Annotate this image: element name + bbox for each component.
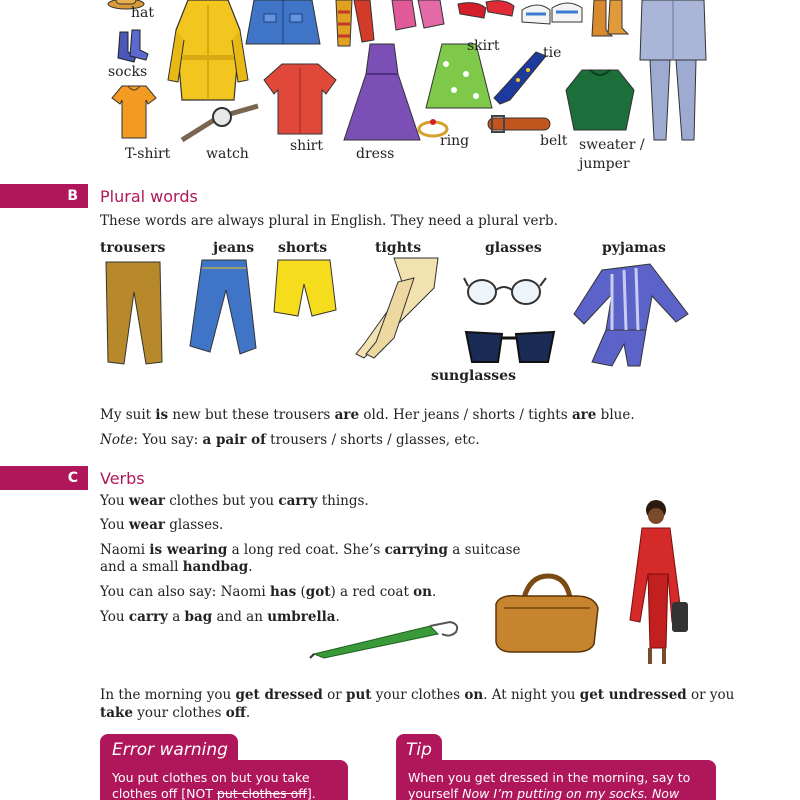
label-skirt: skirt: [467, 38, 500, 54]
label-jumper: jumper: [579, 156, 630, 172]
label-tie: tie: [543, 45, 562, 61]
tshirt-illustration: [112, 86, 156, 140]
label-belt: belt: [540, 133, 568, 149]
sunglasses-illustration: [462, 322, 558, 370]
jeans-illustration: [188, 260, 258, 356]
label-socks: socks: [108, 64, 148, 80]
label-ring: ring: [440, 133, 470, 149]
label-shorts: shorts: [278, 240, 328, 256]
tip-line-2: yourself Now I’m putting on my socks. Now: [408, 786, 680, 800]
label-pyjamas: pyjamas: [602, 240, 666, 256]
suit-illustration: [636, 0, 710, 145]
jacket-illustration: [244, 0, 322, 46]
plural-example-sentence: My suit is new but these trousers are old. Her jeans / shorts / tights are blue.: [100, 407, 635, 423]
verbs-line-2: You wear glasses.: [100, 517, 224, 533]
trainers-illustration: [520, 0, 584, 30]
plural-note: Note: You say: a pair of trousers / shorts / glasses, etc.: [100, 432, 480, 448]
gloves-illustration: [388, 0, 448, 32]
dress-illustration: [344, 44, 420, 142]
morning-sentence-2: take your clothes off.: [100, 705, 251, 721]
coat-illustration: [168, 0, 248, 105]
error-warning-line-2: clothes off [NOT put clothes off].: [112, 786, 316, 800]
label-hat: hat: [131, 5, 154, 21]
watch-illustration: [180, 104, 260, 144]
label-dress: dress: [356, 146, 395, 162]
section-b-heading: Plural words: [100, 187, 198, 206]
scarf-illustration: [330, 0, 380, 48]
label-tights: tights: [375, 240, 422, 256]
shirt-illustration: [264, 64, 336, 136]
error-warning-title: Error warning: [100, 734, 238, 764]
label-tshirt: T-shirt: [125, 146, 171, 162]
shorts-illustration: [274, 260, 336, 318]
tip-title: Tip: [396, 734, 442, 764]
label-shirt: shirt: [290, 138, 323, 154]
sweater-illustration: [566, 70, 634, 132]
shoes-illustration: [456, 0, 516, 20]
label-watch: watch: [206, 146, 249, 162]
verbs-line-3: Naomi is wearing a long red coat. She’s carrying a suitcase: [100, 542, 521, 558]
section-b-intro: These words are always plural in English. They need a plural verb.: [100, 213, 558, 229]
pyjamas-illustration: [572, 264, 690, 368]
label-trousers: trousers: [100, 240, 166, 256]
tie-illustration: [490, 52, 550, 106]
verbs-line-1: You wear clothes but you carry things.: [100, 493, 369, 509]
socks-illustration: [112, 30, 152, 64]
tights-illustration: [334, 258, 444, 360]
boots-illustration: [590, 0, 630, 38]
tip-line-1: When you get dressed in the morning, say to: [408, 770, 691, 785]
verbs-line-4: and a small handbag.: [100, 559, 253, 575]
error-warning-line-1: You put clothes on but you take: [112, 770, 310, 785]
verbs-line-5: You can also say: Naomi has (got) a red coat on.: [100, 584, 437, 600]
label-jeans: jeans: [213, 240, 255, 256]
umbrella-illustration: [310, 612, 462, 662]
trousers-illustration: [102, 262, 166, 366]
section-c-marker: C: [0, 466, 88, 490]
label-glasses: glasses: [485, 240, 542, 256]
morning-sentence-1: In the morning you get dressed or put your clothes on. At night you get undressed or you: [100, 687, 735, 703]
bag-illustration: [490, 574, 602, 654]
section-c-heading: Verbs: [100, 469, 145, 488]
section-b-marker: B: [0, 184, 88, 208]
label-sweater: sweater /: [579, 137, 645, 153]
label-sunglasses: sunglasses: [431, 368, 516, 384]
woman-illustration: [626, 498, 692, 670]
glasses-illustration: [464, 272, 548, 308]
verbs-line-6: You carry a bag and an umbrella.: [100, 609, 340, 625]
